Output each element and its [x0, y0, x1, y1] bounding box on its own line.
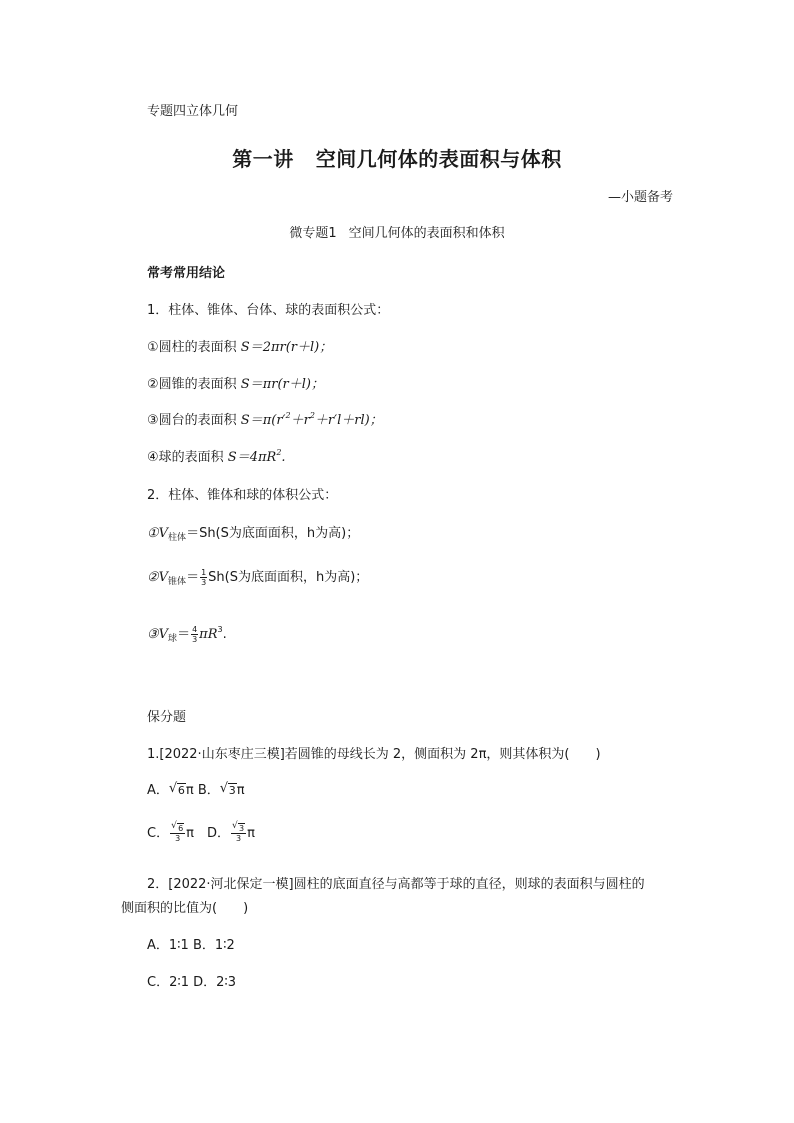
fraction — [191, 625, 198, 644]
expr-part: π — [247, 826, 255, 841]
micro-topic-heading — [0, 222, 794, 241]
expr-part: Sh(S为底面面积，h为高)； — [208, 570, 369, 585]
option-label: C． — [147, 826, 170, 841]
option-label: A． — [147, 783, 169, 798]
page-title — [0, 143, 794, 172]
title-part-lecture: 第一讲 — [232, 147, 294, 171]
subscript: 锥体 — [168, 577, 187, 587]
expr-part: ③V — [147, 627, 169, 642]
formula-cylinder-surface — [147, 336, 332, 355]
fraction: √ 6 3 — [171, 821, 184, 843]
volume-intro: 2．柱体、锥体和球的体积公式： — [147, 488, 338, 503]
conclusions-heading: 常考常用结论 — [147, 266, 226, 281]
expr-part: ＋r — [290, 413, 310, 428]
expr-part: ＋r′l＋rl)； — [314, 413, 383, 428]
expr-part: π — [185, 783, 194, 798]
formula-label: ④球的表面积 — [147, 450, 224, 465]
formula-label: ①圆柱的表面积 — [147, 340, 237, 355]
formula-pyramid-volume — [147, 566, 368, 587]
formula-prism-volume — [147, 522, 359, 543]
radicand: 6 — [178, 824, 184, 833]
question-1-options-cd — [147, 822, 255, 843]
numerator: 4 — [192, 625, 198, 634]
expr-part: . — [281, 450, 286, 465]
subscript: 柱体 — [168, 533, 187, 543]
formula-label: ③圆台的表面积 — [147, 413, 237, 428]
surface-area-intro: 1．柱体、锥体、台体、球的表面积公式： — [147, 303, 390, 318]
formula-sphere-surface — [147, 446, 286, 465]
expr-part: ＝ — [177, 627, 191, 642]
formula-expression: S＝πr(r＋l)； — [240, 377, 324, 392]
formula-frustum-surface — [147, 409, 383, 428]
formula-cone-surface — [147, 373, 324, 392]
expr-part: π — [186, 826, 194, 841]
numerator: 1 — [201, 568, 207, 577]
formula-expression: S＝2πr(r＋l)； — [240, 340, 333, 355]
topic-label: 专题四立体几何 — [147, 104, 239, 119]
sqrt: √ 3 — [219, 781, 236, 797]
fraction — [200, 568, 207, 587]
question-1-options-ab — [147, 779, 245, 798]
title-part-subject: 空间几何体的表面积与体积 — [315, 147, 562, 171]
expr-part: ②V — [147, 570, 169, 585]
radicand: 3 — [239, 824, 245, 833]
practice-heading: 保分题 — [147, 710, 187, 725]
subtitle: —小题备考 — [607, 190, 673, 205]
question-2-stem-line2: 侧面积的比值为( ) — [121, 901, 249, 916]
denominator: 3 — [236, 834, 242, 843]
question-2-options-ab: A．1∶1 B．1∶2 — [147, 938, 235, 953]
formula-label: ②圆锥的表面积 — [147, 377, 237, 392]
radicand: 3 — [228, 784, 236, 797]
expr-part: . — [222, 627, 227, 642]
subscript: 球 — [168, 634, 178, 644]
formula-expression: $S=\pi(r'^2+r^2+r'l+rl)$； — [240, 411, 383, 428]
formula-sphere-volume: $③V_球=$ $\frac{4}{3}$ $\pi R^3$. — [147, 625, 227, 644]
denominator: 3 — [192, 635, 198, 644]
expr-part: S＝π(r′ — [240, 413, 286, 428]
option-label: B． — [197, 783, 220, 798]
question-2-options-cd: C．2∶1 D．2∶3 — [147, 975, 237, 990]
expr-part: S＝4πR — [227, 450, 277, 465]
denominator: 3 — [175, 834, 181, 843]
expr-part: ①V — [147, 526, 169, 541]
denominator: 3 — [201, 578, 207, 587]
expr-part: ＝Sh(S为底面面积，h为高)； — [186, 526, 360, 541]
expr-part: π — [236, 783, 245, 798]
question-1-stem: 1.[2022·山东枣庄三模]若圆锥的母线长为 2，侧面积为 2π，则其体积为( ) — [147, 747, 601, 762]
sqrt: √ 6 — [168, 781, 185, 797]
fraction: √ 3 3 — [232, 821, 245, 843]
radicand: 6 — [177, 784, 185, 797]
formula-expression: $S=4\pi R^2$. — [227, 448, 286, 465]
micro-topic-title: 空间几何体的表面积和体积 — [348, 226, 505, 241]
option-label: D． — [207, 826, 231, 841]
micro-topic-number: 微专题1 — [289, 226, 337, 241]
question-2-stem-line1: 2．[2022·河北保定一模]圆柱的底面直径与高都等于球的直径，则球的表面积与圆柱的 — [147, 877, 645, 892]
expr-part: πR — [199, 627, 218, 642]
expr-part: ＝ — [186, 570, 200, 585]
